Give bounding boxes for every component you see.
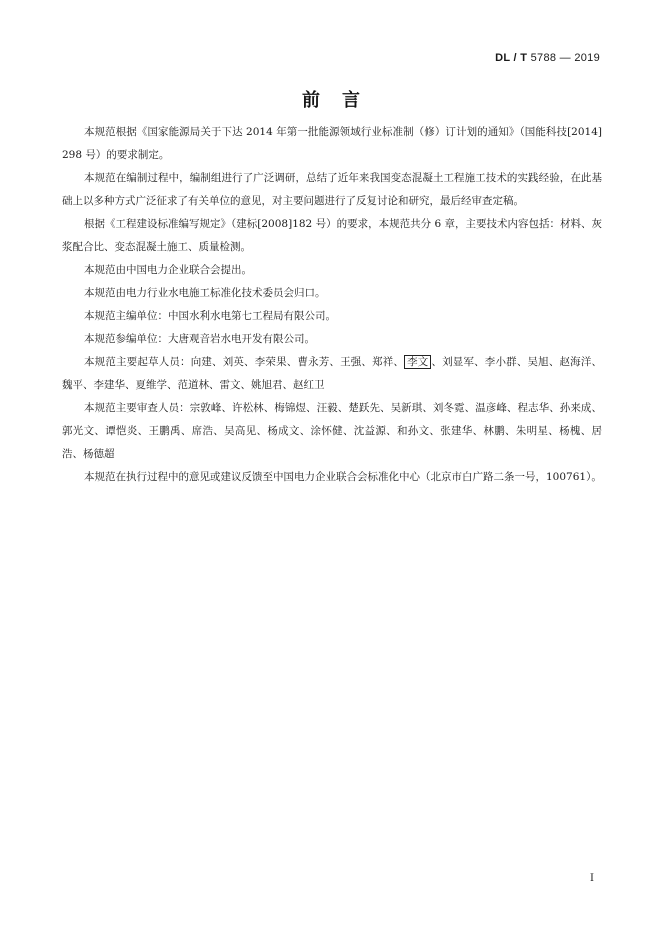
paragraph-reviewers: 本规范主要审查人员：宗敦峰、许松林、梅锦煜、汪毅、楚跃先、吴新琪、刘冬霓、温彦峰、程志华、孙来成、郭光文、谭恺炎、王鹏禹、席浩、吴高见、杨成文、涂怀健、沈益源、和孙文、张建华、林鹏、朱明星、杨槐、居浩、杨德超 <box>62 402 602 460</box>
foreword-body <box>62 121 602 489</box>
paragraph-proposer: 本规范由中国电力企业联合会提出。 <box>84 264 252 276</box>
paragraph-participating-unit: 本规范参编单位：大唐观音岩水电开发有限公司。 <box>84 333 315 345</box>
standard-code-prefix: DL / T <box>495 52 528 64</box>
page-title: 前言 <box>302 90 382 111</box>
paragraph-drafters <box>62 351 602 397</box>
standard-code <box>495 52 600 64</box>
drafters-text-before: 本规范主要起草人员：向建、刘英、李荣果、曹永芳、王强、郑祥、 <box>84 356 405 368</box>
drafters-text-after: 、刘显军、李小群、吴旭、赵海洋、魏平、李建华、夏维学、范道林、雷文、姚旭君、赵红卫 <box>62 356 603 391</box>
standard-code-number: 5788 — 2019 <box>527 52 600 64</box>
paragraph-basis: 本规范根据《国家能源局关于下达 2014 年第一批能源领域行业标准制（修）订计划的通知》（国能科技[2014]298 号）的要求制定。 <box>62 126 602 161</box>
paragraph-feedback: 本规范在执行过程中的意见或建议反馈至中国电力企业联合会标准化中心（北京市白广路二条一号，100761）。 <box>84 471 602 483</box>
page-number: I <box>590 873 594 884</box>
highlighted-name-box: 李文 <box>404 355 431 369</box>
paragraph-compilation: 本规范在编制过程中，编制组进行了广泛调研，总结了近年来我国变态混凝土工程施工技术的实践经验，在此基础上以多种方式广泛征求了有关单位的意见，对主要问题进行了反复讨论和研究，最后经审查定稿。 <box>62 172 602 207</box>
paragraph-administrator: 本规范由电力行业水电施工标准化技术委员会归口。 <box>84 287 326 299</box>
paragraph-contents: 根据《工程建设标准编写规定》（建标[2008]182 号）的要求，本规范共分 6 章，主要技术内容包括：材料、灰浆配合比、变态混凝土施工、质量检测。 <box>62 218 602 253</box>
paragraph-chief-unit: 本规范主编单位：中国水利水电第七工程局有限公司。 <box>84 310 336 322</box>
